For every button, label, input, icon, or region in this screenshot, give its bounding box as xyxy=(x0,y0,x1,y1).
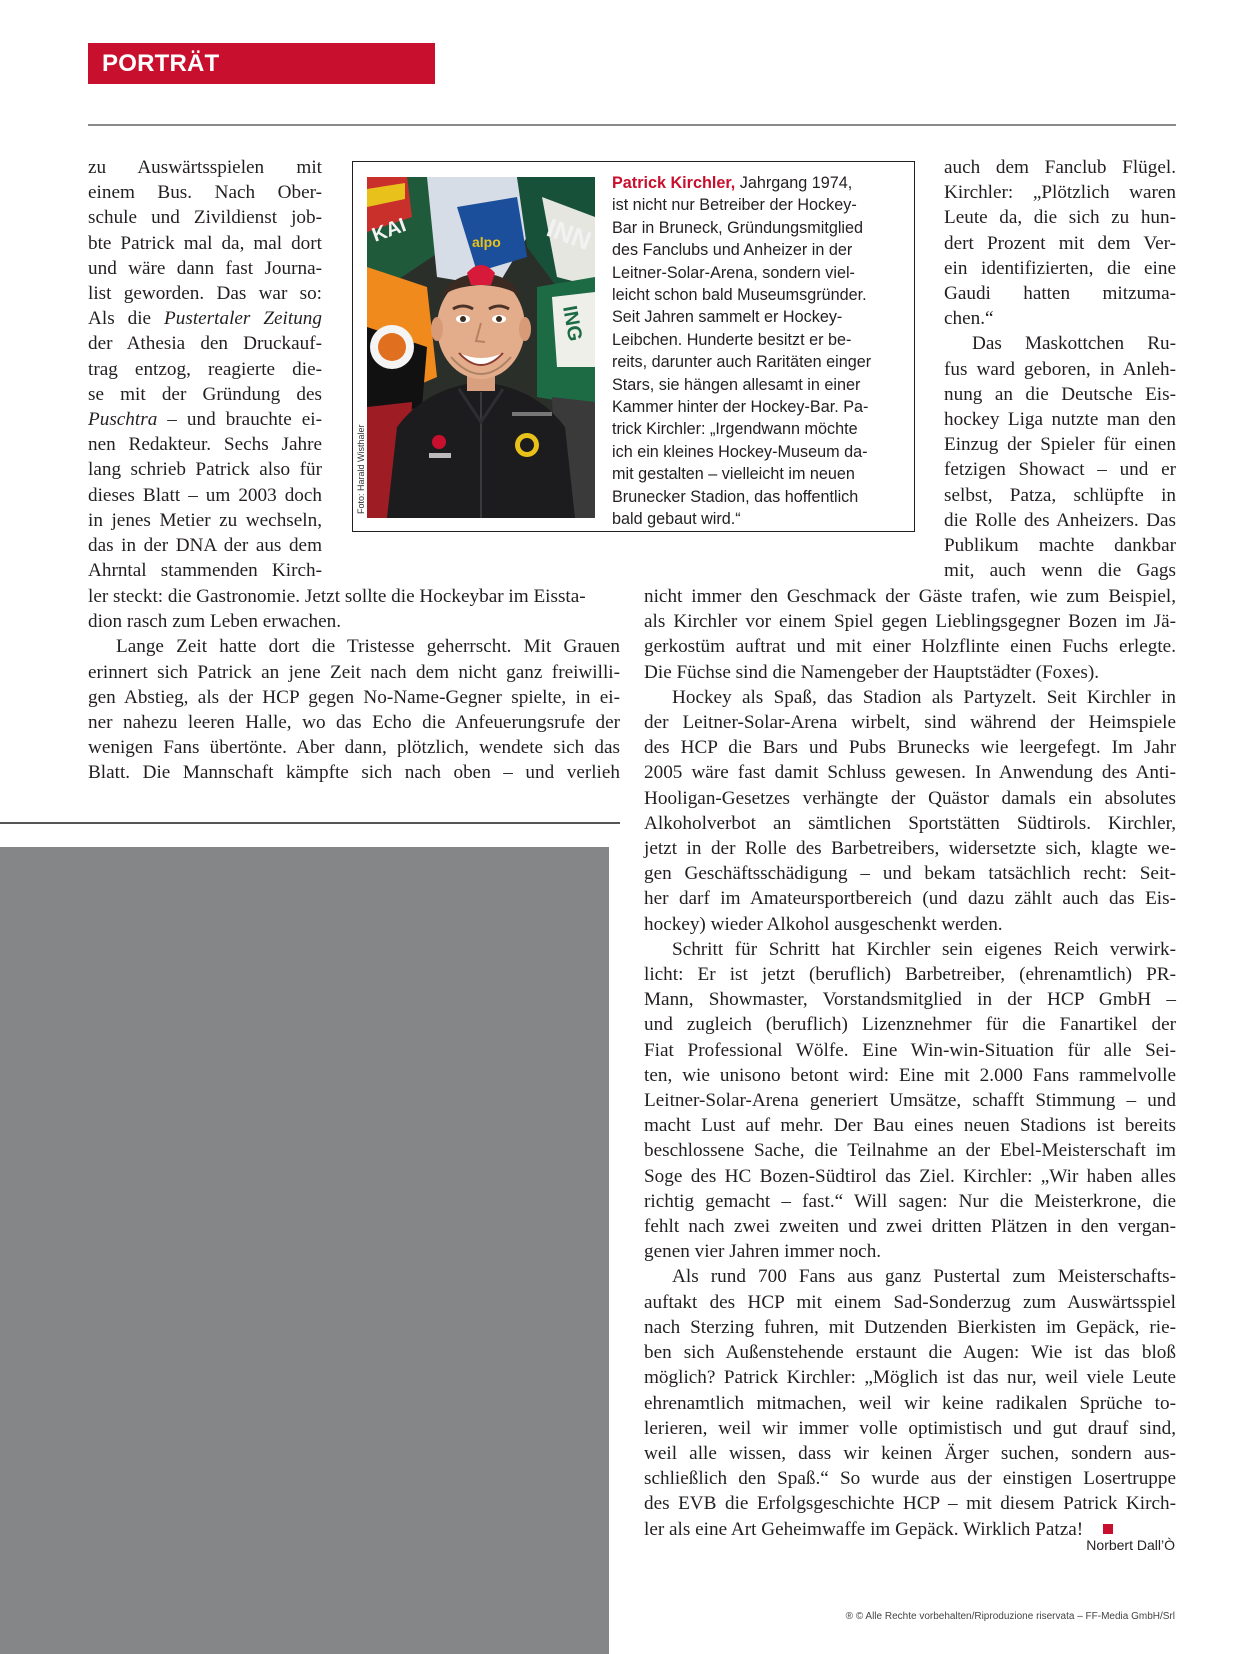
jersey-text: ING xyxy=(558,304,586,343)
text-line: Hooligan-Gesetzes verhängte der Quästor damals ein absolutes xyxy=(644,787,1176,809)
text-line: ben sich Außenstehende erstaunt die Augen: Wie ist das bloß xyxy=(644,1342,1176,1364)
text-line: des HCP die Bars und Pubs Brunecks wie leergefegt. Im Jahr xyxy=(644,737,1176,759)
article-author: Norbert Dall’Ò xyxy=(1086,1537,1175,1553)
left-column-wide xyxy=(88,584,620,786)
text-line: wenigen Fans übertönte. Aber dann, plötzlich, wendete sich das xyxy=(88,737,620,759)
text-line: in jenes Metier zu wechseln, xyxy=(88,509,322,531)
text-line: bte Patrick mal da, mal dort xyxy=(88,232,322,254)
text-line: und zugleich (beruflich) Lizenznehmer für die Fanartikel der xyxy=(644,1014,1176,1036)
caption-line: Brunecker Stadion, das hoffentlich xyxy=(612,487,859,506)
text-line: genen vier Jahren immer noch. xyxy=(644,1241,882,1263)
top-divider xyxy=(88,124,1176,126)
jersey-text: KAI xyxy=(369,214,410,247)
caption-line: Seit Jahren sammelt er Hockey- xyxy=(612,308,843,327)
text-line: des EVB die Erfolgsgeschichte HCP – mit diesem Patrick Kirch- xyxy=(644,1493,1176,1515)
text-line: richtig gemacht – fast.“ Will sagen: Nur die Meisterkrone, die xyxy=(644,1190,1176,1212)
text-line: als Kirchler vor einem Spiel gegen Lieblingsgegner Bozen im Jä- xyxy=(644,611,1176,633)
text-line: dieses Blatt – um 2003 doch xyxy=(88,484,322,506)
text-line: Leitner-Solar-Arena generiert Umsätze, schafft Stimmung – und xyxy=(644,1090,1176,1112)
text-line: chen.“ xyxy=(944,308,994,330)
text-line: weil alle wissen, dass wir keinen Ärger suchen, sondern aus- xyxy=(644,1442,1176,1464)
text-line: Hockey als Spaß, das Stadion als Partyzelt. Seit Kirchler in xyxy=(672,686,1176,708)
text-line: dion rasch zum Leben erwachen. xyxy=(88,611,342,633)
text-line: Die Füchse sind die Namengeber der Hauptstädter (Foxes). xyxy=(644,661,1100,683)
section-tag: PORTRÄT xyxy=(88,43,435,84)
caption-name: Patrick Kirchler, xyxy=(612,174,736,192)
caption-line: Stars, sie hängen allesamt in einer xyxy=(612,375,861,394)
text-line: selbst, Patza, schlüpfte in xyxy=(944,484,1176,506)
text-line: se mit der Gründung des xyxy=(88,383,322,405)
text-line: Leute da, die sich zu hun- xyxy=(944,207,1176,229)
text-line: der Leitner-Solar-Arena wirbelt, sind während der Heimspiele xyxy=(644,712,1176,734)
caption-line xyxy=(612,172,908,194)
text-line: lerieren, weil wir immer volle optimistisch und gut drauf sind, xyxy=(644,1417,1176,1439)
text-line: Soge des HC Bozen-Südtirol das Ziel. Kirchler: „Wir haben alles xyxy=(644,1165,1176,1187)
left-column-narrow xyxy=(88,155,322,583)
text-line: gerkostüm auftrat und mit einer Holzflinte einen Fuchs erlegte. xyxy=(644,636,1176,658)
caption-line: trick Kirchler: „Irgendwann möchte xyxy=(612,420,858,439)
text-line: auftakt des HCP mit einem Sad-Sonderzug zum Auswärtsspiel xyxy=(644,1291,1176,1313)
text-line: Einzug der Spieler für einen xyxy=(944,434,1176,456)
text-line: erinnert sich Patrick an jene Zeit nach dem nicht ganz freiwilli- xyxy=(88,661,620,683)
text-line: Alkoholverbot an sämtlichen Sportstätten Südtirols. Kirchler, xyxy=(644,812,1176,834)
text-line: nach Sterzing fuhren, mit Dutzenden Bierkisten im Gepäck, rie- xyxy=(644,1316,1176,1338)
text-line: Blatt. Die Mannschaft kämpfte sich nach oben – und verlieh xyxy=(88,762,620,784)
text-line: jetzt in der Rolle des Barbetreibers, widersetzte sich, klagte we- xyxy=(644,838,1176,860)
text-line: lang schrieb Patrick also für xyxy=(88,459,322,481)
text-line: fetzigen Showact – und er xyxy=(944,459,1176,481)
text-line: und wäre dann fast Journa- xyxy=(88,257,322,279)
text-line: Publikum machte dankbar xyxy=(944,535,1176,557)
text-line: nicht immer den Geschmack der Gäste trafen, wie zum Beispiel, xyxy=(644,586,1176,607)
photo-credit: Foto: Harald Wisthaler xyxy=(356,424,366,514)
text-line: hockey Liga nutzte man den xyxy=(944,409,1176,431)
portrait-photo xyxy=(367,177,595,518)
caption-line: bald gebaut wird.“ xyxy=(612,510,741,529)
caption-line: Bar in Bruneck, Gründungsmitglied xyxy=(612,218,864,237)
text-line: beschlossene Sache, die Teilnahme an der Ebel-Meisterschaft im xyxy=(644,1140,1176,1162)
text-line: Als rund 700 Fans aus ganz Pustertal zum Meisterschafts- xyxy=(672,1266,1176,1288)
text-line: macht Lust auf mehr. Der Bau eines neuen Stadions ist bereits xyxy=(644,1115,1176,1137)
right-column-wide xyxy=(644,584,1176,1542)
caption-line: mit gestalten – vielleicht im neuen xyxy=(612,465,855,484)
text-line: gen Geschäftsschädigung – und bekam tatsächlich recht: Seit- xyxy=(644,863,1176,885)
copyright-notice: ® © Alle Rechte vorbehalten/Riproduzione riservata – FF-Media GmbH/Srl xyxy=(845,1611,1175,1622)
text-line: mit, auch wenn die Gags xyxy=(944,560,1176,582)
caption-line: Kammer hinter der Hockey-Bar. Pa- xyxy=(612,398,869,417)
photo-caption xyxy=(612,172,908,531)
text-line: Gaudi hatten mitzuma- xyxy=(944,283,1176,305)
caption-line: des Fanclubs und Anheizer in der xyxy=(612,241,853,260)
text-line: fus ward geboren, in Anleh- xyxy=(944,358,1176,380)
text-line xyxy=(88,407,322,432)
text-line: auch dem Fanclub Flügel. xyxy=(944,157,1176,178)
text-line: ten, wie unisono betont wird: Eine mit 2.000 Fans rammelvolle xyxy=(644,1064,1176,1086)
end-of-article-mark xyxy=(1103,1524,1113,1534)
text-line: 2005 wäre fast damit Schluss gewesen. In Anwendung des Anti- xyxy=(644,762,1176,784)
text-line: nen Redakteur. Sechs Jahre xyxy=(88,434,322,456)
text-line: das in der DNA der aus dem xyxy=(88,535,322,557)
divider-line xyxy=(0,822,620,824)
text-fragment: ler als eine Art Geheimwaffe im Gepäck. Wirklich Patza! xyxy=(644,1518,1084,1540)
text-fragment: Als die xyxy=(88,308,165,330)
text-line: licht: Er ist jetzt (beruflich) Barbetreiber, (ehrenamtlich) PR- xyxy=(644,964,1176,986)
text-line: fehlt nach zwei zweiten und zwei dritten Plätzen in den vergan- xyxy=(644,1216,1176,1238)
text-line: die Rolle des Anheizers. Das xyxy=(944,509,1176,531)
text-line: ehrenamtlich mitmachen, weil wir keine radikalen Sprüche to- xyxy=(644,1392,1176,1414)
jersey-text: alpo xyxy=(472,234,501,250)
caption-line: reits, darunter auch Raritäten einger xyxy=(612,353,872,372)
caption-line: Leitner-Solar-Arena, sondern viel- xyxy=(612,263,855,282)
text-line: ein identifizierten, die eine xyxy=(944,257,1176,279)
text-line: schließlich den Spaß.“ So wurde aus der einstigen Losertruppe xyxy=(644,1468,1176,1490)
text-line: zu Auswärtsspielen mit xyxy=(88,157,322,178)
text-line: Schritt für Schritt hat Kirchler sein eigenes Reich verwirk- xyxy=(672,938,1176,960)
text-line: Fiat Professional Wölfe. Eine Win-win-Situation für alle Sei- xyxy=(644,1039,1176,1061)
text-line: schule und Zivildienst job- xyxy=(88,207,322,229)
text-line: list geworden. Das war so: xyxy=(88,283,322,305)
text-line: Ahrntal stammenden Kirch- xyxy=(88,560,322,582)
text-fragment: Jahrgang 1974, xyxy=(735,174,853,192)
text-line: dert Prozent mit dem Ver- xyxy=(944,232,1176,254)
publication-name: Pustertaler Zeitung xyxy=(164,308,322,330)
text-line: ner nahezu leeren Halle, wo das Echo die Anfeuerungsrufe der xyxy=(88,712,620,734)
text-line: trag entzog, reagierte die- xyxy=(88,358,322,380)
jersey-text: INN xyxy=(542,212,595,256)
text-line: Lange Zeit hatte dort die Tristesse geherrscht. Mit Grauen xyxy=(116,636,620,658)
caption-line: ich ein kleines Hockey-Museum da- xyxy=(612,442,868,461)
publication-name: Puschtra xyxy=(88,409,158,431)
text-line: nung an die Deutsche Eis- xyxy=(944,383,1176,405)
text-line xyxy=(88,306,322,331)
text-line: möglich? Patrick Kirchler: „Möglich ist das nur, weil viele Leute xyxy=(644,1367,1176,1389)
text-line: der Athesia den Druckauf- xyxy=(88,333,322,355)
caption-line: Leibchen. Hunderte besitzt er be- xyxy=(612,330,852,349)
text-line: gen Abstieg, als der HCP gegen No-Name-Gegner spielte, in ei- xyxy=(88,686,620,708)
right-column-narrow xyxy=(944,155,1176,583)
text-line: Das Maskottchen Ru- xyxy=(972,333,1176,355)
gray-panel xyxy=(0,847,609,1654)
text-line: einem Bus. Nach Ober- xyxy=(88,182,322,204)
text-line: Kirchler: „Plötzlich waren xyxy=(944,182,1176,204)
text-line: her darf im Amateursportbereich (und dazu zählt auch das Eis- xyxy=(644,888,1176,910)
text-line: hockey) wieder Alkohol ausgeschenkt werden. xyxy=(644,913,1003,935)
text-line: Mann, Showmaster, Vorstandsmitglied in der HCP GmbH – xyxy=(644,989,1176,1011)
text-line: ler steckt: die Gastronomie. Jetzt sollte die Hockeybar im Eissta- xyxy=(88,586,586,607)
text-fragment: – und brauchte ei- xyxy=(157,409,322,431)
caption-line: leicht schon bald Museumsgründer. xyxy=(612,286,867,305)
caption-line: ist nicht nur Betreiber der Hockey- xyxy=(612,196,857,215)
